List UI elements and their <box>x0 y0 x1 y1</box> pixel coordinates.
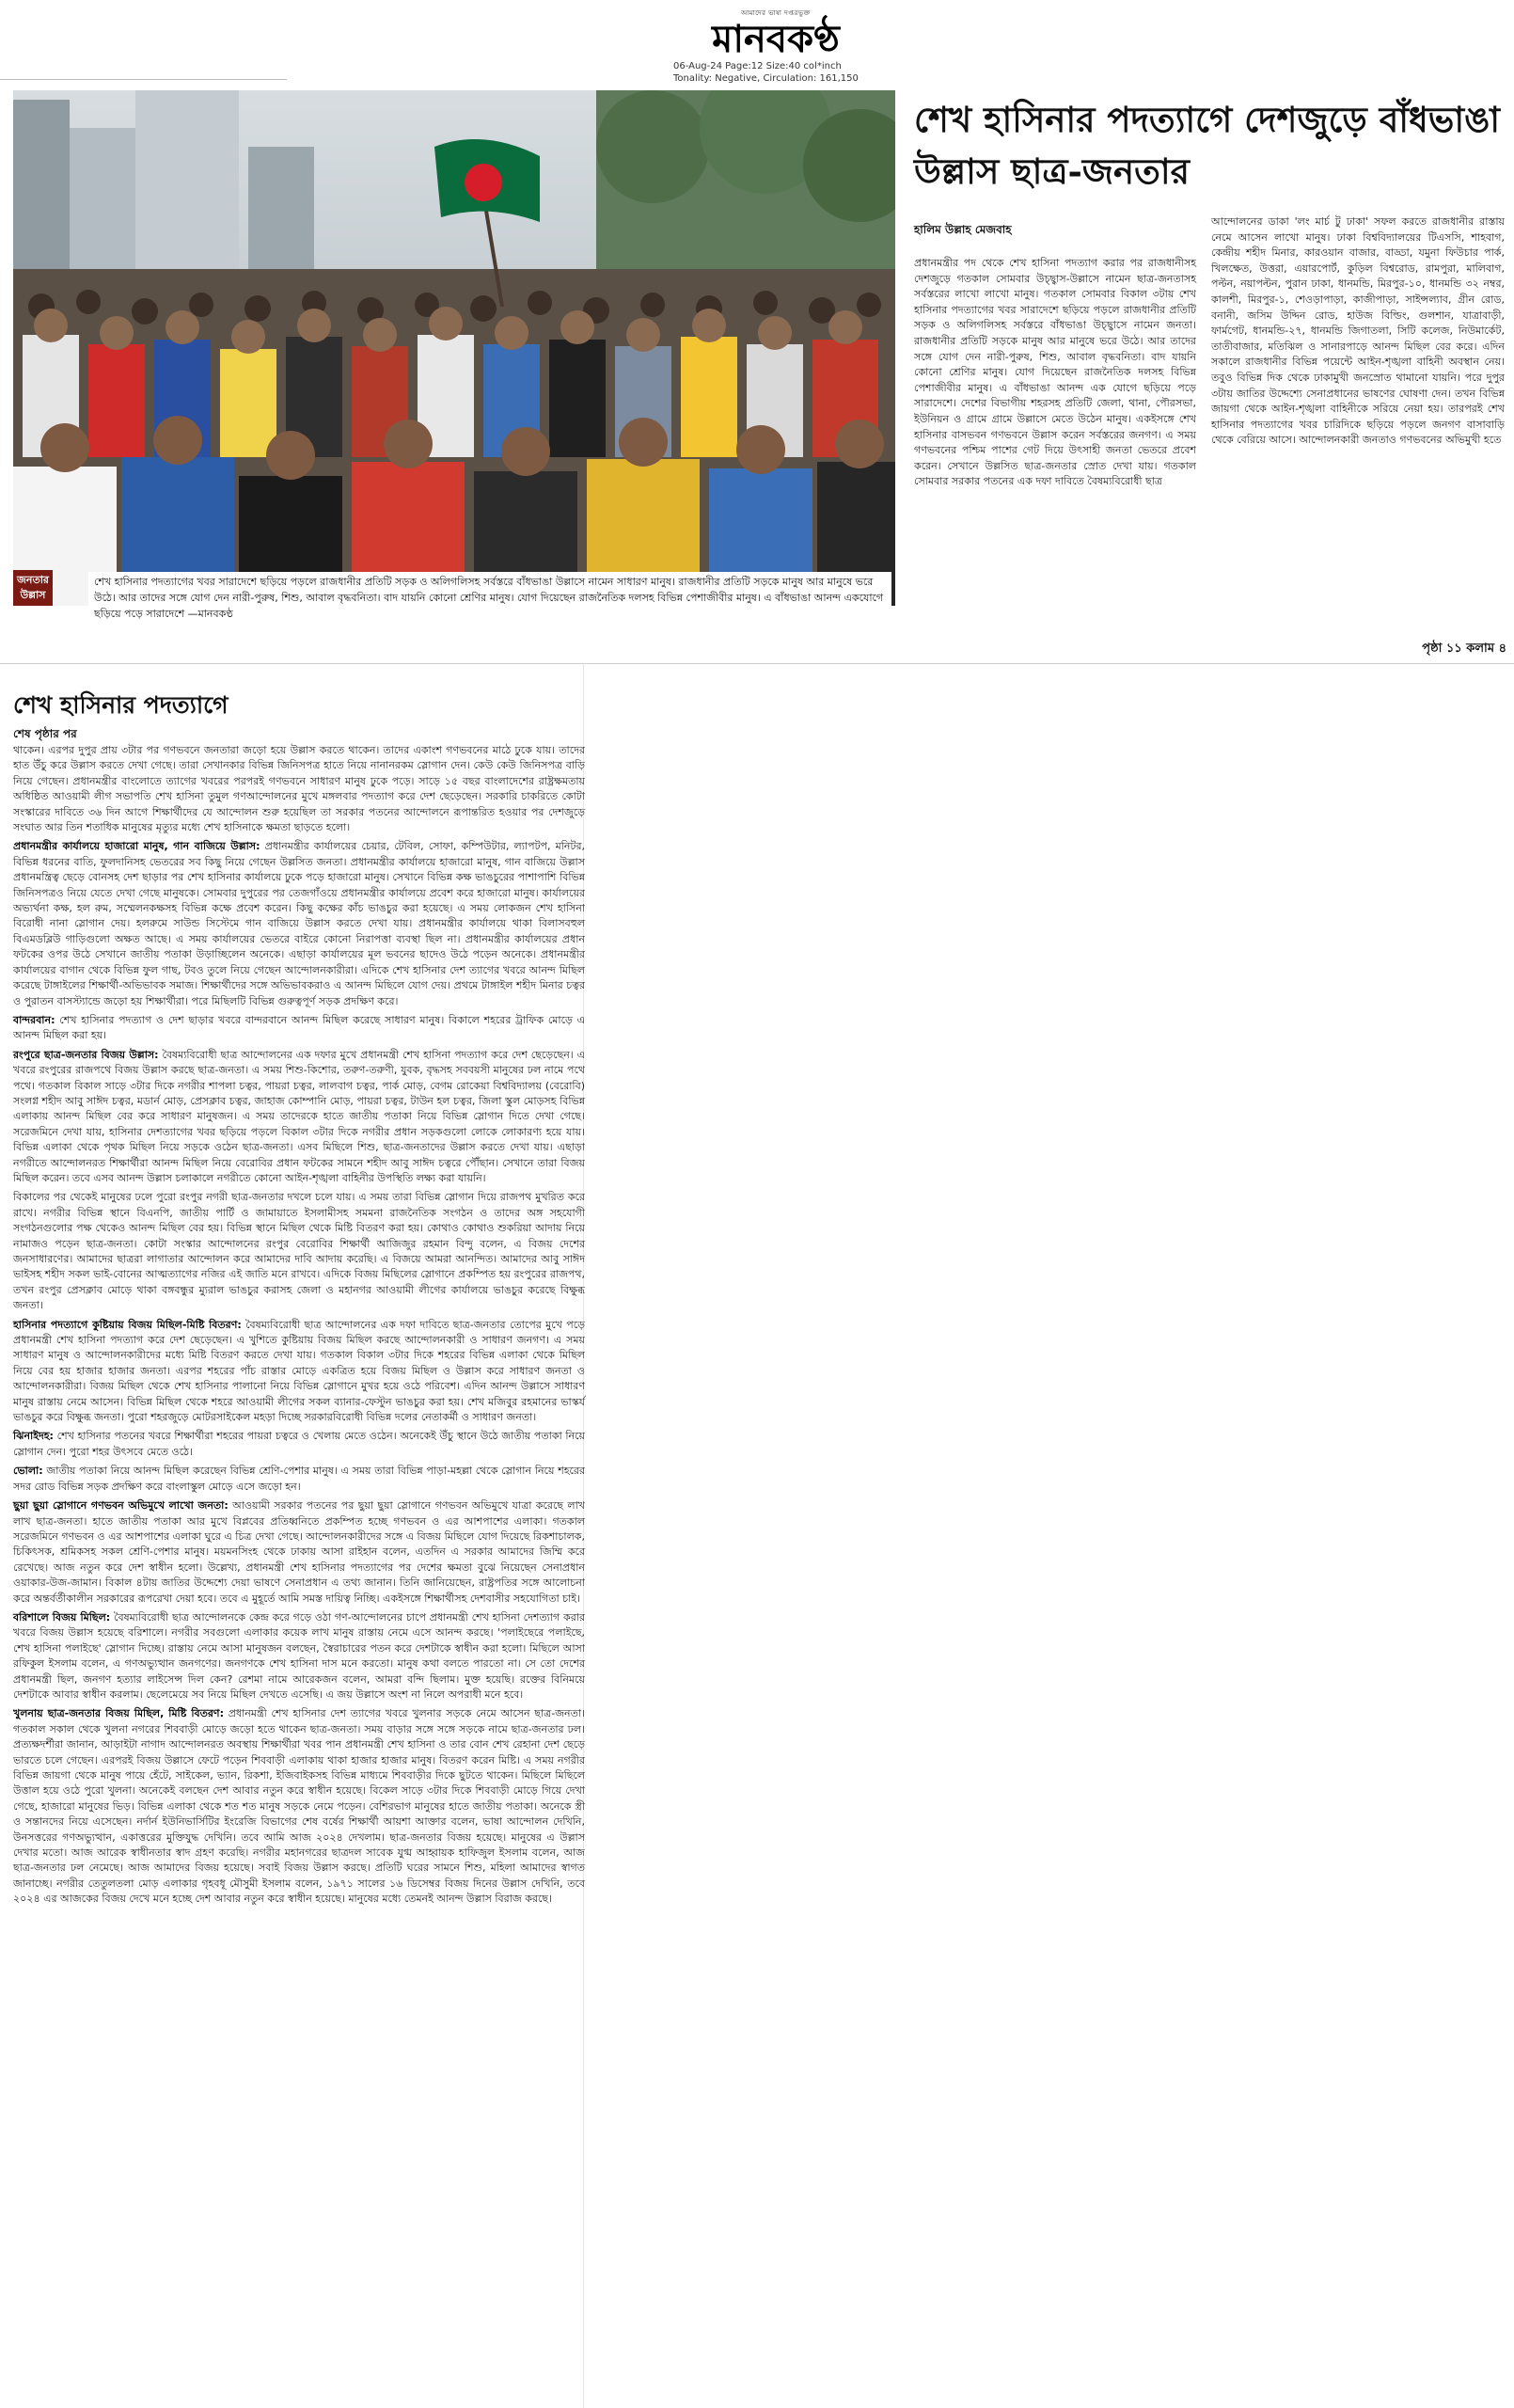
paragraph <box>13 1318 585 1426</box>
continuation-subtitle: শেষ পৃষ্ঠার পর <box>13 727 77 740</box>
paragraph <box>13 1610 585 1703</box>
paragraph <box>13 1048 585 1187</box>
paragraph-text: প্রধানমন্ত্রী শেখ হাসিনার দেশ ত্যাগের খবরে খুলনার সড়কে নেমে আসেন ছাত্র-জনতা। গতকাল সকাল থেকে খুলনা নগরের শিববাড়ী মোড়ে জড়ো হতে থাকেন ছাত্র-জনতা। সময় বাড়ার সঙ্গে সঙ্গে সড়কে নামে ছাত্র-জনতার ঢল। প্রত্যক্ষদর্শীরা জানান, আড়াইটা নাগাদ আন্দোলনরত অবস্থায় শিক্ষার্থীরা খবর পান প্রধানমন্ত্রী শেখ হাসিনা ও তার বোন শেখ রেহানা দেশ ছেড়ে ভারতে চলে গেছেন। এরপরই বিজয় উল্লাসে ফেটে পড়েন শিববাড়ী এলাকায় থাকা হাজার হাজার মানুষ। বিতরণ করেন মিষ্টি। এ সময় নগরীর বিভিন্ন জায়গা থেকে মানুষ পায়ে হেঁটে, সাইকেল, ভ্যান, রিকশা, ইজিবাইকসহ বিভিন্ন মাধ্যমে শিববাড়ীর দিকে ছুটতে থাকেন। মিছিলে মিছিলে উত্তাল হয়ে ওঠে পুরো খুলনা। অনেকেই বলছেন দেশ আবার নতুন করে স্বাধীন হয়েছে। বিকেল সাড়ে ৩টার দিকে শিববাড়ী মোড়ে গিয়ে দেখা গেছে, হাজারো মানুষের ভিড়। বিভিন্ন এলাকা থেকে শত শত মানুষ সড়কে নেমে পড়েন। বেশিরভাগ মানুষের হাতে জাতীয় পতাকা। অনেকে স্ত্রী ও সন্তানদের নিয়ে এসেছেন। নর্দার্ন ইউনিভার্সিটির ইংরেজি বিভাগের শেষ বর্ষের শিক্ষার্থী আয়শা আক্তার বলেন, ভাষা আন্দোলন দেখিনি, উনসত্তরের গণঅভ্যুত্থান, একাত্তরের মুক্তিযুদ্ধ দেখিনি। তবে আমি আজ ২০২৪ দেখলাম। ছাত্র-জনতার বিজয় হয়েছে। মানুষের এ উল্লাস দেখার মতো। আজ আরেক স্বাধীনতার স্বাদ গ্রহণ করেছি। নগরীর মহানগরের ছাত্রদল সাবেক যুগ্ম আহ্বায়ক হাফিজুল ইসলাম বলেন, আজ ছাত্র-জনতার ঢল নেমেছে। আজ আমাদের বিজয় হয়েছে। সবাই বিজয় উল্লাস করছে। প্রতিটি ঘরের সামনে শিশু, মহিলা আমাদের স্বাগত জানাচ্ছে। নগরীর তেতুলতলা মোড় এলাকার গৃহবধূ মৌসুমী ইসলাম বলেন, ১৯৭১ সালের ১৬ ডিসেম্বর বিজয় দিনের উল্লাস দেখিনি, তবে ২০২৪ এর আজকের বিজয় দেখে মনে হচ্ছে দেশ আবার নতুন করে স্বাধীন হয়েছে। মানুষের মধ্যে তেমনই আনন্দ উল্লাস বিরাজ করছে। <box>13 1707 585 1906</box>
paragraph-text: জাতীয় পতাকা নিয়ে আনন্দ মিছিল করেছেন বিভিন্ন শ্রেণি-পেশার মানুষ। এ সময় তারা বিভিন্ন পাড়া-মহল্লা থেকে স্লোগান নিয়ে শহরের সদর রোড বিভিন্ন সড়ক প্রদক্ষিণ করে বাংলাস্কুল মোড়ে এসে জড়ো হন। <box>13 1465 585 1493</box>
clipping-meta-line1: 06-Aug-24 Page:12 Size:40 col*inch <box>673 61 842 71</box>
continued-on-page: পৃষ্ঠা ১১ কলাম ৪ <box>1422 642 1506 656</box>
paragraph-text: বৈষম্যবিরোধী ছাত্র আন্দোলনের এক দফা দাবিতে ছাত্র-জনতার তোপের মুখে পড়ে প্রধানমন্ত্রী শেখ হাসিনা পদত্যাগ করে দেশ ছেড়েছেন। এ খুশিতে কুষ্টিয়ায় বিজয় মিছিল করছে আন্দোলনকারী ও সাধারণ জনগণ। এ সময় সাধারণ মানুষ ও আন্দোলনকারীদের মধ্যে মিষ্টি বিতরণ করতে দেখা যায়। গতকাল বিকাল ৩টার দিকে শহরের বিভিন্ন এলাকা থেকে মিছিল নিয়ে বের হয় হাজার হাজার জনতা। এরপর শহরের পাঁচ রাস্তার মোড়ে একত্রিত হয়ে বিজয় মিছিল ও উল্লাস করে সাধারণ জনতা ও আন্দোলনকারীরা। বিজয় মিছিল থেকে শেখ হাসিনার পালানো নিয়ে বিভিন্ন স্লোগানে মুখর হয়ে ওঠে পরিবেশ। এদিন আনন্দ উল্লাসে সাধারণ মানুষ রাস্তায় নেমে আসেন। বিভিন্ন মিছিল থেকে শহরে আওয়ামী লীগের সকল ব্যানার-ফেস্টুন ভাঙচুর করা হয়। শেখ মজিবুর রহমানের ভাস্কর্য ভাঙচুর করে বিক্ষুব্ধ জনতা। পুরো শহরজুড়ে মোটরসাইকেল মহড়া দিচ্ছে সরকারবিরোধী বিভিন্ন দলের নেতাকর্মী ও সাধারণ জনতা। <box>13 1318 585 1424</box>
paragraph <box>13 1498 585 1607</box>
paragraph <box>13 1429 585 1460</box>
article-column-1: প্রধানমন্ত্রীর পদ থেকে শেখ হাসিনা পদত্যাগ করার পর রাজধানীসহ দেশজুড়ে গতকাল সোমবার উচ্ছ্বাস-উল্লাসে নামেন ছাত্র-জনতাসহ সর্বস্তরের লাখো লাখো মানুষ। গতকাল সোমবার বিকাল ৩টায় শেখ হাসিনার পদত্যাগের খবর সারাদেশে ছড়িয়ে পড়লে রাজধানীর প্রতিটি সড়ক ও অলিগলিসহ সর্বস্তরে বাঁধভাঙা উচ্ছ্বাসে নামেন জনতা। রাজধানীর প্রতিটি সড়কে মানুষ আর মানুষে ভরে উঠে। আর তাদের সঙ্গে যোগ দেন নারী-পুরুষ, শিশু, আবাল বৃদ্ধবনিতা। বাদ যায়নি কোনো শ্রেণির মানুষ। যোগ দিয়েছেন রাজনৈতিক দলসহ বিভিন্ন পেশাজীবীর মানুষ। এ বাঁধভাঙা আনন্দ এক যোগে ছড়িয়ে পড়ে সারাদেশে। দেশের বিভাগীয় শহরসহ প্রতিটি জেলা, থানা, পৌরসভা, ইউনিয়ন ও গ্রামে গ্রামে উল্লাসে মেতে উঠেন মানুষ। একইসঙ্গে শেখ হাসিনার বাসভবন গণভবনে উল্লাস করেন সর্বস্তরের জনগণ। এ সময় গণভবনের পশ্চিম পাশের গেট দিয়ে উৎসাহী জনতা ভেতরে প্রবেশ করেন। সেখানে উল্লসিত ছাত্র-জনতার স্রোত দেখা যায়। গতকাল সোমবার সরকার পতনের এক দফা দাবিতে বৈষম্যবিরোধী ছাত্র <box>914 257 1196 488</box>
clipping-meta-line2: Tonality: Negative, Circulation: 161,150 <box>673 73 859 84</box>
paragraph <box>13 1464 585 1495</box>
paragraph-lead: ছুয়া ছুয়া স্লোগানে গণভবন অভিমুখে লাখো জনতা: <box>13 1499 229 1513</box>
masthead <box>621 8 931 85</box>
paragraph-text: বৈষম্যবিরোধী ছাত্র আন্দোলনের এক দফার মুখে প্রধানমন্ত্রী শেখ হাসিনা পদত্যাগ করে দেশ ছেড়েছেন। এ খবরে রংপুরের রাজপথে বিজয় উল্লাস করছে ছাত্র-জনতা। এ সময় শিশু-কিশোর, তরুণ-তরুণী, যুবক, বৃদ্ধসহ সববয়সী মানুষের ঢল নামে পথে পথে। গতকাল বিকাল সাড়ে ৩টার দিকে নগরীর শাপলা চত্বর, পায়রা চত্বর, লালবাগ চত্বর, পার্ক মোড়, বেগম রোকেয়া বিশ্ববিদ্যালয় (বেরোবি) সংলগ্ন শহীদ আবু সাঈদ চত্বর, মডার্ন মোড়, প্রেসক্লাব চত্বর, জাহাজ কোম্পানি মোড়, পায়রা চত্বর, টাউন হল চত্বর, জিলা স্কুল মোড়সহ বিভিন্ন এলাকায় আনন্দ মিছিল বের করে সাধারণ মানুষজন। এ সময় তাদেরকে হাতে জাতীয় পতাকা নিয়ে বিভিন্ন স্লোগান দিতে দেখা গেছে। সরেজমিনে দেখা যায়, হাসিনার দেশত্যাগের খবর ছড়িয়ে পড়লে বিকাল ৩টার দিকে নগরীর প্রধান সড়কগুলো লোকে লোকারণ্য হয়ে যায়। বিভিন্ন এলাকা থেকে পৃথক মিছিল নিয়ে সড়কে ওঠেন ছাত্র-জনতা। এসব মিছিলে শিশু, ছাত্র-জনতাদের উল্লাস করতে দেখা যায়। এছাড়া নগরীতে আন্দোলনরত শিক্ষার্থীরা আনন্দ মিছিল নিয়ে বেরোবির প্রধান ফটকের সামনে শহীদ আবু সাঈদ চত্বরে পৌঁছান। সেখানে তারা বিজয় মিছিল করেন। তবে এসব আনন্দ উল্লাস চলাকালে নগরীতে কোনো আইন-শৃঙ্খলা বাহিনীর উপস্থিতি লক্ষ্য করা যায়নি। <box>13 1048 585 1184</box>
paragraph <box>13 743 585 835</box>
paragraph <box>13 1013 585 1044</box>
paragraph <box>13 1190 585 1313</box>
paragraph-lead: হাসিনার পদত্যাগে কুষ্টিয়ায় বিজয় মিছিল-মিষ্টি বিতরণ: <box>13 1318 242 1331</box>
continuation-title: শেখ হাসিনার পদত্যাগে <box>13 691 229 719</box>
paragraph-text: বিকালের পর থেকেই মানুষের ঢলে পুরো রংপুর নগরী ছাত্র-জনতার দখলে চলে যায়। এ সময় তারা বিভিন্ন স্লোগান দিয়ে রাজপথ মুখরিত করে রাখে। নগরীর বিভিন্ন স্থানে বিএনপি, জাতীয় পার্টি ও জামায়াতে ইসলামীসহ সমমনা রাজনৈতিক সংগঠন ও তাদের অঙ্গ সহযোগী সংগঠনগুলোর পক্ষ থেকেও আনন্দ মিছিল বের হয়। বিভিন্ন স্থানে মিছিল থেকে মিষ্টি বিতরণ করা হয়। কোথাও কোথাও শুকরিয়া আদায় নিয়ে নামাজও পড়েন ছাত্র-জনতা। কোটা সংস্কার আন্দোলনের রংপুর বেরোবির শিক্ষার্থী আজিজুর রহমান বিন্দু বলেন, এ বিজয় দেশের জনসাধারণের। আমাদের ছাত্ররা লাগাতার আন্দোলন করে আমাদের দাবি আদায় করেছি। এ বিজয়ে আমরা আনন্দিত। আমাদের আবু সাঈদ ভাইসহ শহীদ সকল ভাই-বোনের আত্মত্যাগের নজির এই জাতি মনে রাখবে। এদিকে বিজয় মিছিলের স্লোগানে প্রকম্পিত হয় রংপুরের রাজপথ, তখন রংপুর প্রেসক্লাব মোড়ে থাকা বঙ্গবন্ধুর ম্যুরাল ভাঙচুর করাসহ জেলা ও মহানগর আওয়ামী লীগের কার্যালয়ে ভাঙচুর করেছে বিক্ষুব্ধ জনতা। <box>13 1191 585 1312</box>
paragraph <box>13 839 585 1008</box>
paragraph-lead: ভোলা: <box>13 1465 43 1478</box>
paragraph-text: শেখ হাসিনার পতনের খবরে শিক্ষার্থীরা শহরের পায়রা চত্বরে ও খেলায় মেতে ওঠেন। অনেকেই উঁচু স্থানে উঠে জাতীয় পতাকা নিয়ে স্লোগান দেন। পুরো শহর উৎসবে মেতে ওঠে। <box>13 1430 586 1458</box>
paragraph-lead: বরিশালে বিজয় মিছিল: <box>13 1610 111 1624</box>
paragraph-text: থাকেন। এরপর দুপুর প্রায় ৩টার পর গণভবনে জনতারা জড়ো হয়ে উল্লাস করতে থাকেন। তাদের একাংশ গণভবনের মাঠে ঢুকে যায়। তাদের হাত উঁচু করে উল্লাস করতে দেখা গেছে। তারা সেখানকার বিভিন্ন জিনিসপত্র হাতে নিয়ে নানানরকম স্লোগান দেন। কেউ কেউ জিনিসপত্র বাড়ি নিয়ে গেছেন। প্রধানমন্ত্রীর বাংলোতে ত্যাগের খবরের পরপরই গণভবনে সাধারণ মানুষ ঢুকে পড়ে। সাড়ে ১৫ বছর বাংলাদেশের রাষ্ট্রক্ষমতায় অধিষ্ঠিত আওয়ামী লীগ সভাপতি শেখ হাসিনা তুমুল গণআন্দোলনের মুখে মঙ্গলবার পদত্যাগ করে দেশ ছেড়েছেন। সরকারি চাকরিতে কোটা সংস্কারের দাবিতে ৩৬ দিন আগে শিক্ষার্থীদের যে আন্দোলন শুরু হয়েছিল তা সরকার পতনের আন্দোলনে রূপান্তরিত হওয়ার পর দেশজুড়ে সংঘাত আর তিন শতাধিক মানুষের মৃত্যুর মধ্যে শেখ হাসিনাকে ক্ষমতা ছাড়তে হলো। <box>13 744 585 834</box>
paragraph-lead: রংপুরে ছাত্র-জনতার বিজয় উল্লাস: <box>13 1048 159 1061</box>
continuation-body <box>13 743 585 1911</box>
article-headline: শেখ হাসিনার পদত্যাগে দেশজুড়ে বাঁধভাঙা উল্লাস ছাত্র-জনতার <box>914 99 1500 192</box>
paragraph-lead: প্রধানমন্ত্রীর কার্যালয়ে হাজারো মানুষ, গান বাজিয়ে উল্লাস: <box>13 840 260 853</box>
masthead-tagline: আমাদের ভাষা দপ্তরভুক্ত <box>741 9 811 17</box>
newspaper-logo: মানবকণ্ঠ <box>712 17 840 61</box>
paragraph <box>13 1706 585 1907</box>
paragraph-text: আওয়ামী সরকার পতনের পর ছুয়া ছুয়া স্লোগানে গণভবন অভিমুখে যাত্রা করেছে লাখ লাখ ছাত্র-জনতা। হাতে জাতীয় পতাকা আর মুখে বিপ্লবের প্রতিধ্বনিতে প্রকম্পিত হচ্ছে গণভবন ও এর আশপাশের এলাকা। গতকাল সরেজমিনে গণভবন ও এর আশপাশের এলাকা ঘুরে এ চিত্র দেখা গেছে। আন্দোলনকারীদের সঙ্গে এ বিজয় মিছিলে যোগ দিয়েছে রিকশাচালক, চিকিৎসক, শ্রমিকসহ সকল শ্রেণি-পেশার মানুষ। ময়মনসিংহ থেকে ঢাকায় আসা রাইহান বলেন, এতদিন এ সরকার আমাদের জিম্মি করে রেখেছে। আজ নতুন করে দেশ স্বাধীন হলো। উল্লেখ্য, প্রধানমন্ত্রী শেখ হাসিনার পদত্যাগের পর দেশের ক্ষমতা বুঝে নিয়েছেন সেনাপ্রধান ওয়াকার-উজ-জামান। বিকাল ৪টায় জাতির উদ্দেশ্যে দেয়া ভাষণে সেনাপ্রধান এ তথ্য জানান। তিনি জানিয়েছেন, রাষ্ট্রপতির সঙ্গে আলোচনা করে অন্তর্বর্তীকালীন সরকারের রূপরেখা দেয়া হবে। তবে এ মুহূর্তে আমি সমস্ত দায়িত্ব নিচ্ছি। একইসঙ্গে শিক্ষার্থীসহ দেশবাসীর সহযোগিতা চাই। <box>13 1499 585 1605</box>
paragraph-lead: ঝিনাইদহ: <box>13 1430 54 1443</box>
caption-tag: জনতার উল্লাস <box>13 570 53 606</box>
section-divider <box>0 663 1514 664</box>
article-column-2: আন্দোলনের ডাকা 'লং মার্চ টু ঢাকা' সফল করতে রাজধানীর রাস্তায় নেমে আসেন লাখো মানুষ। ঢাকা বিশ্ববিদ্যালয়ের টিএসসি, শাহবাগ, কেন্দ্রীয় শহীদ মিনার, কারওয়ান বাজার, বাড্ডা, যমুনা ফিউচার পার্ক, খিলক্ষেত, উত্তরা, এয়ারপোর্ট, কুড়িল বিশ্বরোড, রামপুরা, মালিবাগ, পল্টন, নয়াপল্টন, পুরান ঢাকা, ধানমন্ডি, মিরপুর-১০, ধানমন্ডি ৩২ নম্বর, কালশী, মিরপুর-১, শেওড়াপাড়া, কাজীপাড়া, সাইন্সল্যাব, গ্রীন রোড, বনানী, জসিম উদ্দিন রোড, হাউজ বিল্ডিং, গুলশান, যাত্রাবাড়ী, ফার্মগেট, ধানমন্ডি-২৭, ধানমন্ডি জিগাতলা, সিটি কলেজ, নিউমার্কেট, তাতীবাজার, মতিঝিল ও সানারপাড়ে আনন্দ মিছিল বের করে। এদিন সকালে রাজধানীর বিভিন্ন পয়েন্টে আইন-শৃঙ্খলা বাহিনী অবস্থান নেয়। তবুও বিভিন্ন দিক থেকে ঢাকামুখী জনস্রোত থামানো যায়নি। পরে দুপুর ৩টায় জাতির উদ্দেশ্যে সেনাপ্রধানের ভাষণের ঘোষণা দেন। তখন বিভিন্ন জায়গা থেকে আইন-শৃঙ্খলা বাহিনীকে সরিয়ে নেয়া হয়। তারপরই শেখ হাসিনার পদত্যাগের খবর চারিদিকে ছড়িয়ে পড়লে জনগণ বাসাবাড়ি থেকে বেরিয়ে আসে। আন্দোলনকারী জনতাও গণভবনের অভিমুখী হতে <box>1211 215 1505 447</box>
paragraph-text: বৈষম্যবিরোধী ছাত্র আন্দোলনকে কেন্দ্র করে গড়ে ওঠা গণ-আন্দোলনের চাপে প্রধানমন্ত্রী শেখ হাসিনা দেশত্যাগ করার খবরে বিজয় উল্লাস হয়েছে বরিশালে। নগরীর সবগুলো এলাকার কয়েক লাখ মানুষ রাস্তায় নেমে এসে আনন্দ করছে। 'পলাইছেরে পলাইছে, শেখ হাসিনা পলাইছে' স্লোগান দিচ্ছে। রাস্তায় নেমে আসা মানুষজন বলছেন, স্বৈরাচারের পতন করে দেশটাকে স্বাধীন করা হলো। মিছিলে আসা রফিকুল ইসলাম বলেন, এ গণঅভ্যুত্থান জনগণের। জনগণকে শেখ হাসিনা দাস মনে করতো। মানুষ কথা বলতে পারতো না। সে তো দেশের প্রধানমন্ত্রী ছিল, জনগণ হত্যার লাইসেন্স দিল কেন? রেশমা নামে আরেকজন বলেন, আমরা বন্দি ছিলাম। মুক্ত হয়েছি। রক্তের বিনিময়ে দেশটাকে আবার স্বাধীন করলাম। ছেলেমেয়ে সব নিয়ে মিছিল দেখতে এসেছি। এ জয় উল্লাসে অংশ না নিলে অপরাধী মনে হবে। <box>13 1610 585 1701</box>
paragraph-lead: বান্দরবান: <box>13 1013 55 1026</box>
byline: হালিম উল্লাহ মেজবাহ <box>914 223 1012 236</box>
crowd-photo-illustration <box>13 90 895 606</box>
paragraph-text: শেখ হাসিনার পদত্যাগ ও দেশ ছাড়ার খবরে বান্দরবানে আনন্দ মিছিল করেছে সাধারণ মানুষ। বিকালে শহরের ট্রাফিক মোড়ে এ আনন্দ মিছিল করা হয়। <box>13 1013 585 1042</box>
top-divider <box>0 79 287 80</box>
paragraph-text: প্রধানমন্ত্রীর কার্যালয়ের চেয়ার, টেবিল, সোফা, কম্পিউটার, ল্যাপটপ, মনিটর, বিভিন্ন ধরনের বাতি, ফুলদানিসহ ভেতরের সব কিছু নিয়ে গেছেন উল্লসিত জনতা। প্রধানমন্ত্রীর কার্যালয়ে হাজারো মানুষ, গান বাজিয়ে উল্লাস প্রধানমন্ত্রিত্ব ছেড়ে বোনসহ দেশ ছাড়ার পর শেখ হাসিনার কার্যালয়ে ঢুকে পড়ে হাজারো মানুষ। সেখানে বিভিন্ন কক্ষ ভাঙচুরের পাশাপাশি বিভিন্ন জিনিসপত্রও নিয়ে যেতে দেখা গেছে মানুষকে। সোমবার দুপুরের পর তেজগাঁওয়ে প্রধানমন্ত্রীর কার্যালয়ে প্রবেশ করে হাজারো মানুষ। কার্যালয়ের অভ্যর্থনা কক্ষ, হল রুম, সম্মেলনকক্ষসহ বিভিন্ন কক্ষে প্রবেশ করেন। কিছু কক্ষের কাঁচ ভাঙচুর করা হয়েছে। এ সময় লোকজন শেখ হাসিনা বিরোধী নানা স্লোগান দেয়। হলরুমে সাউন্ড সিস্টেমে গান বাজিয়ে উল্লাস করতে দেখা যায়। প্রধানমন্ত্রীর কার্যালয়ে থাকা বিলাসবহুল বিএমডব্লিউ গাড়িগুলো অক্ষত আছে। এ সময় কার্যালয়ের ভেতরে বাইরে কোনো নিরাপত্তা ব্যবস্থা ছিল না। প্রধানমন্ত্রীর কার্যালয়ের প্রধান ফটকের ওপর উঠে সেখানে জাতীয় পতাকা উড়াচ্ছিলেন অনেকে। এছাড়া কার্যালয়ের মূল ভবনের ছাদেও উঠে পড়েন অনেকে। প্রধানমন্ত্রীর কার্যালয়ের বাগান থেকে বিভিন্ন ফুল গাছ, টবও তুলে নিয়ে গেছেন আন্দোলনকারীরা। এদিকে শেখ হাসিনার দেশ ত্যাগের খবরে আনন্দ মিছিল করেছে টাঙ্গাইলের শিক্ষার্থী-অভিভাবক সমাজ। শিক্ষার্থীদের সঙ্গে অভিভাবকরাও এ আনন্দ মিছিলে যোগ দেয়। প্রথমে টাঙ্গাইল শহীদ মিনার চত্বর ও পুরাতন বাসস্ট্যান্ডে জড়ো হয় শিক্ষার্থীরা। পরে মিছিলটি বিভিন্ন গুরুত্বপূর্ণ সড়ক প্রদক্ষিণ করে। <box>13 840 586 1007</box>
news-photo <box>13 90 895 606</box>
paragraph-lead: খুলনায় ছাত্র-জনতার বিজয় মিছিল, মিষ্টি বিতরণ: <box>13 1707 224 1720</box>
photo-caption: শেখ হাসিনার পদত্যাগের খবর সারাদেশে ছড়িয়ে পড়লে রাজধানীর প্রতিটি সড়ক ও অলিগলিসহ সর্বস্তরে বাঁধভাঙা উল্লাসে নামেন সাধারণ মানুষ। রাজধানীর প্রতিটি সড়কে মানুষ আর মানুষে ভরে উঠে। আর তাদের সঙ্গে যোগ দেন নারী-পুরুষ, শিশু, আবাল বৃদ্ধবনিতা। বাদ যায়নি কোনো শ্রেণির মানুষ। যোগ দিয়েছেন রাজনৈতিক দলসহ বিভিন্ন পেশাজীবীর মানুষ। এ বাঁধভাঙা আনন্দ একযোগে ছড়িয়ে পড়ে সারাদেশে —মানবকণ্ঠ <box>88 572 891 624</box>
